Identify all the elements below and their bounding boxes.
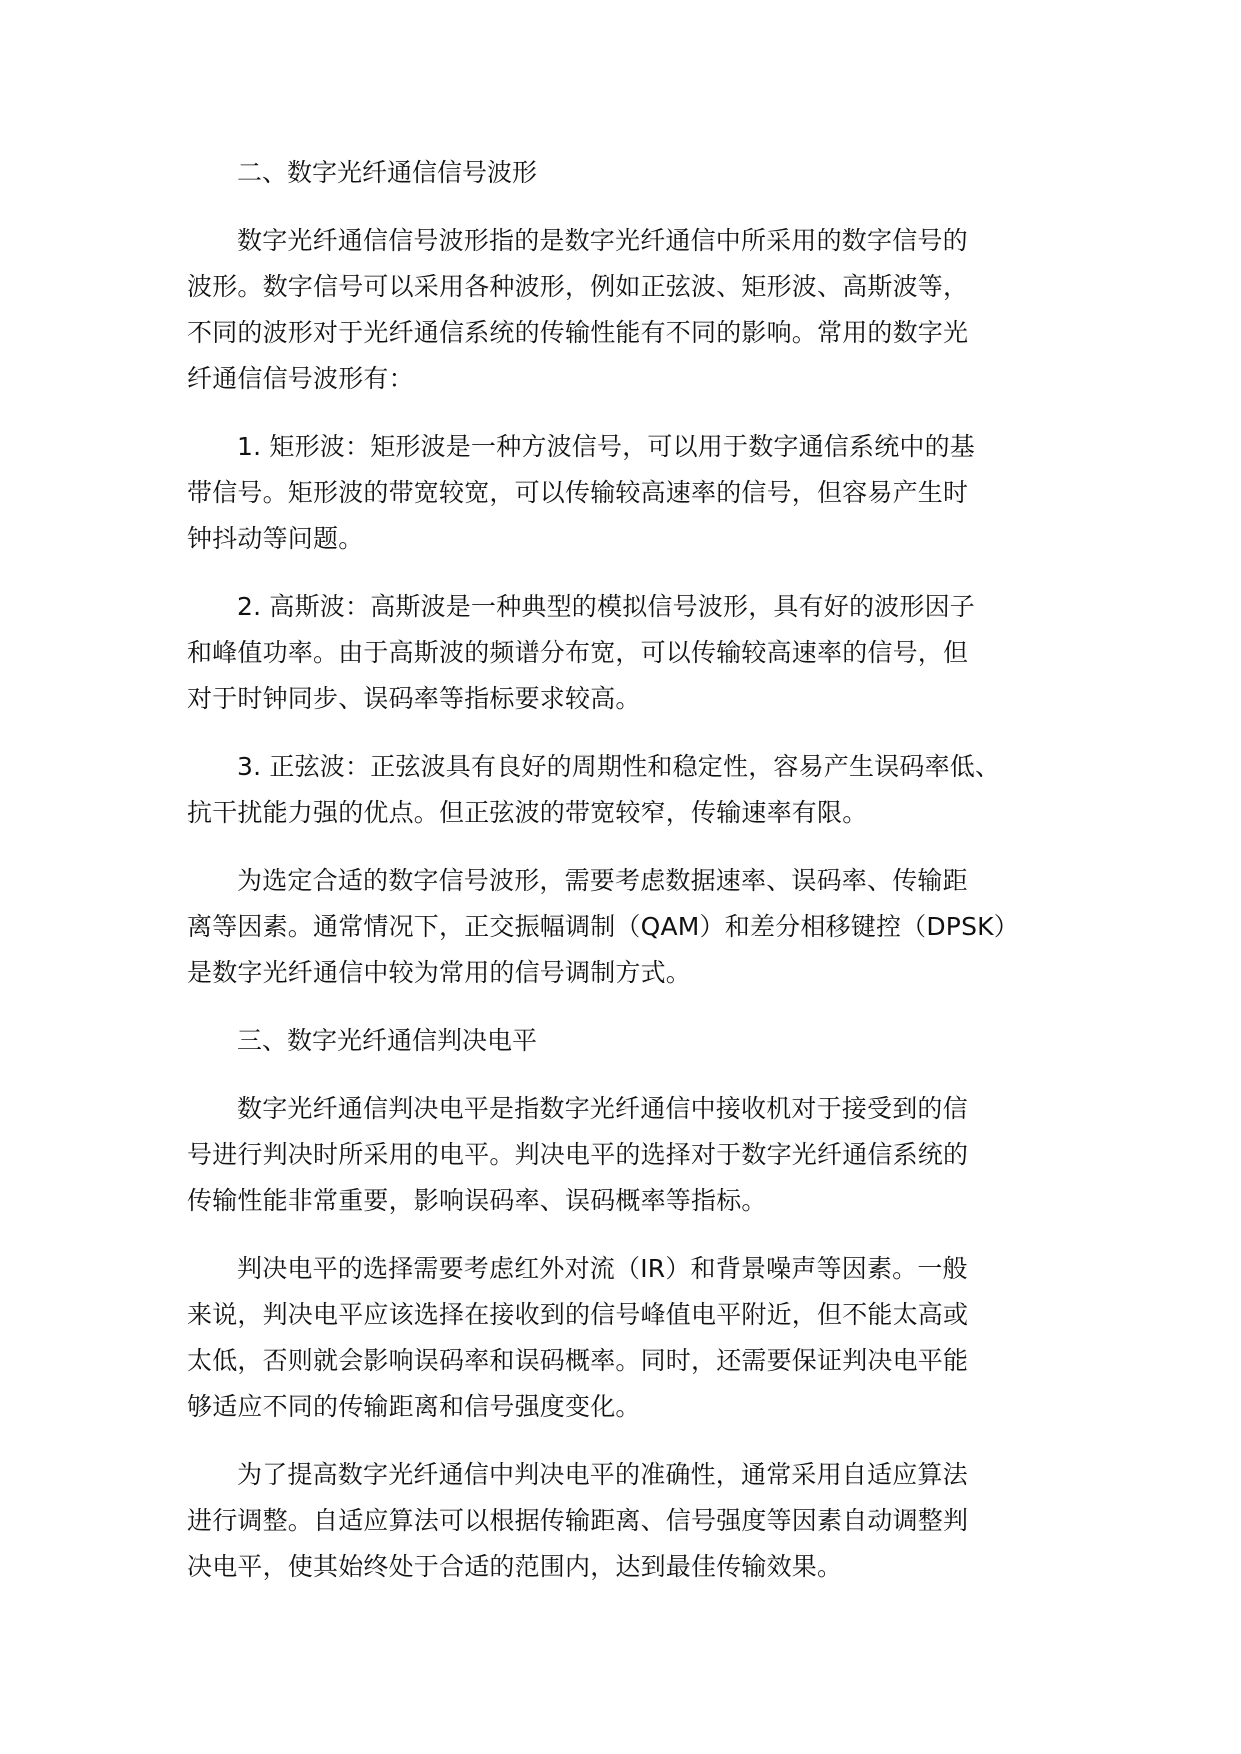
text-line: 传输性能非常重要，影响误码率、误码概率等指标。 xyxy=(187,1186,767,1215)
text-line: 3. 正弦波：正弦波具有良好的周期性和稳定性，容易产生误码率低、 xyxy=(237,752,1001,781)
document-body xyxy=(187,150,1077,1612)
text-line: 对于时钟同步、误码率等指标要求较高。 xyxy=(187,684,641,713)
text-line: 为选定合适的数字信号波形，需要考虑数据速率、误码率、传输距 xyxy=(237,866,968,895)
text-line: 决电平，使其始终处于合适的范围内，达到最佳传输效果。 xyxy=(187,1552,843,1581)
paragraph-gaussian-wave xyxy=(187,584,1077,722)
text-line: 判决电平的选择需要考虑红外对流（IR）和背景噪声等因素。一般 xyxy=(237,1254,968,1283)
text-line: 不同的波形对于光纤通信系统的传输性能有不同的影响。常用的数字光 xyxy=(187,318,969,347)
text-line: 1. 矩形波：矩形波是一种方波信号，可以用于数字通信系统中的基 xyxy=(237,432,976,461)
text-line: 纤通信信号波形有： xyxy=(187,364,414,393)
paragraph-decision-level-selection xyxy=(187,1246,1077,1430)
text-line: 离等因素。通常情况下，正交振幅调制（QAM）和差分相移键控（DPSK） xyxy=(187,912,1019,941)
text-line: 数字光纤通信信号波形指的是数字光纤通信中所采用的数字信号的 xyxy=(237,226,968,255)
paragraph-waveform-selection xyxy=(187,858,1077,996)
text-line: 2. 高斯波：高斯波是一种典型的模拟信号波形，具有好的波形因子 xyxy=(237,592,976,621)
text-line: 带信号。矩形波的带宽较宽，可以传输较高速率的信号，但容易产生时 xyxy=(187,478,969,507)
text-line: 钟抖动等问题。 xyxy=(187,524,364,553)
paragraph-adaptive-algorithm xyxy=(187,1452,1077,1590)
text-line: 抗干扰能力强的优点。但正弦波的带宽较窄，传输速率有限。 xyxy=(187,798,868,827)
text-line: 进行调整。自适应算法可以根据传输距离、信号强度等因素自动调整判 xyxy=(187,1506,969,1535)
paragraph-sine-wave xyxy=(187,744,1077,836)
text-line: 太低，否则就会影响误码率和误码概率。同时，还需要保证判决电平能 xyxy=(187,1346,969,1375)
text-line: 号进行判决时所采用的电平。判决电平的选择对于数字光纤通信系统的 xyxy=(187,1140,969,1169)
text-line: 和峰值功率。由于高斯波的频谱分布宽，可以传输较高速率的信号，但 xyxy=(187,638,969,667)
paragraph-rectangular-wave xyxy=(187,424,1077,562)
paragraph-decision-level-intro xyxy=(187,1086,1077,1224)
paragraph-waveform-intro xyxy=(187,218,1077,402)
text-line: 数字光纤通信判决电平是指数字光纤通信中接收机对于接受到的信 xyxy=(237,1094,968,1123)
text-line: 是数字光纤通信中较为常用的信号调制方式。 xyxy=(187,958,692,987)
text-line: 来说，判决电平应该选择在接收到的信号峰值电平附近，但不能太高或 xyxy=(187,1300,969,1329)
section-heading-signal-waveform: 二、数字光纤通信信号波形 xyxy=(237,158,538,187)
section-heading-decision-level: 三、数字光纤通信判决电平 xyxy=(237,1026,538,1055)
text-line: 为了提高数字光纤通信中判决电平的准确性，通常采用自适应算法 xyxy=(237,1460,968,1489)
text-line: 够适应不同的传输距离和信号强度变化。 xyxy=(187,1392,641,1421)
text-line: 波形。数字信号可以采用各种波形，例如正弦波、矩形波、高斯波等， xyxy=(187,272,969,301)
